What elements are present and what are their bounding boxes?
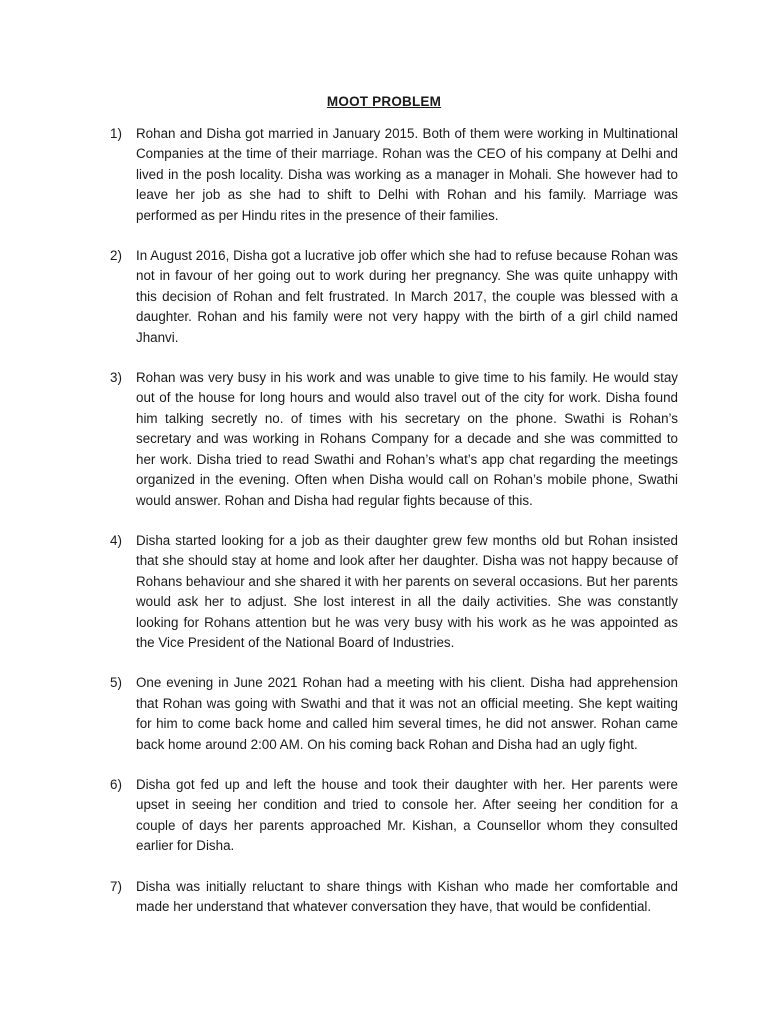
list-item-text: In August 2016, Disha got a lucrative job offer which she had to refuse because Rohan was not in favour of her going out to work during her pregnancy. She was quite unhappy with this decision of Rohan and felt frustrated. In March 2017, the couple was blessed with a daughter. Rohan and his family were not very happy with the birth of a girl child named Jhanvi. xyxy=(136,248,678,345)
list-item xyxy=(110,877,678,918)
list-item-text: Disha was initially reluctant to share things with Kishan who made her comfortable and made her understand that whatever conversation they have, that would be confidential. xyxy=(136,878,678,914)
list-item xyxy=(110,775,678,857)
page-title: MOOT PROBLEM xyxy=(326,94,442,109)
list-item-number: 1) xyxy=(110,126,122,141)
list-item-number: 4) xyxy=(110,532,122,548)
list-item-number: 6) xyxy=(110,776,122,792)
list-item-number: 7) xyxy=(110,878,122,894)
list-item-number: 2) xyxy=(110,248,122,264)
list-item-number: 3) xyxy=(110,370,122,386)
list-item xyxy=(110,531,678,653)
list-item xyxy=(110,246,678,348)
list-item-text: Rohan was very busy in his work and was unable to give time to his family. He would stay out of the house for long hours and would also travel out of the city for work. Disha found him talking secretly no. of times with his secretary on the phone. Swathi is Rohan’s secretary and was working in Rohans Company for a decade and she was committed to her work. Disha tried to read Swathi and Rohan’s what’s app chat regarding the meetings organized in the evening. Often when Disha would call on Rohan’s mobile phone, Swathi would answer. Rohan and Disha had regular fights because of this. xyxy=(136,370,678,508)
list-item xyxy=(110,124,678,226)
list-item-text: Disha got fed up and left the house and took their daughter with her. Her parents were upset in seeing her condition and tried to console her. After seeing her condition for a couple of days her parents approached Mr. Kishan, a Counsellor whom they consulted earlier for Disha. xyxy=(136,776,678,854)
numbered-list xyxy=(110,124,678,937)
list-item-text: Disha started looking for a job as their daughter grew few months old but Rohan insisted that she should stay at home and look after her daughter. Disha was not happy because of Rohans behaviour and she shared it with her parents on several occasions. But her parents would ask her to adjust. She lost interest in all the daily activities. She was constantly looking for Rohans attention but he was very busy with his work as he was appointed as the Vice President of the National Board of Industries. xyxy=(136,532,678,650)
list-item-number: 5) xyxy=(110,675,122,691)
list-item-text: Rohan and Disha got married in January 2015. Both of them were working in Multinational Companies at the time of their marriage. Rohan was the CEO of his company at Delhi and lived in the posh locality. Disha was working as a manager in Mohali. She however had to leave her job as she had to shift to Delhi with Rohan and his family. Marriage was performed as per Hindu rites in the presence of their families. xyxy=(136,126,678,223)
list-item-text: One evening in June 2021 Rohan had a meeting with his client. Disha had apprehension that Rohan was going with Swathi and that it was not an official meeting. She kept waiting for him to come back home and called him several times, he did not answer. Rohan came back home around 2:00 AM. On his coming back Rohan and Disha had an ugly fight. xyxy=(136,675,678,752)
list-item xyxy=(110,368,678,511)
list-item xyxy=(110,673,678,755)
